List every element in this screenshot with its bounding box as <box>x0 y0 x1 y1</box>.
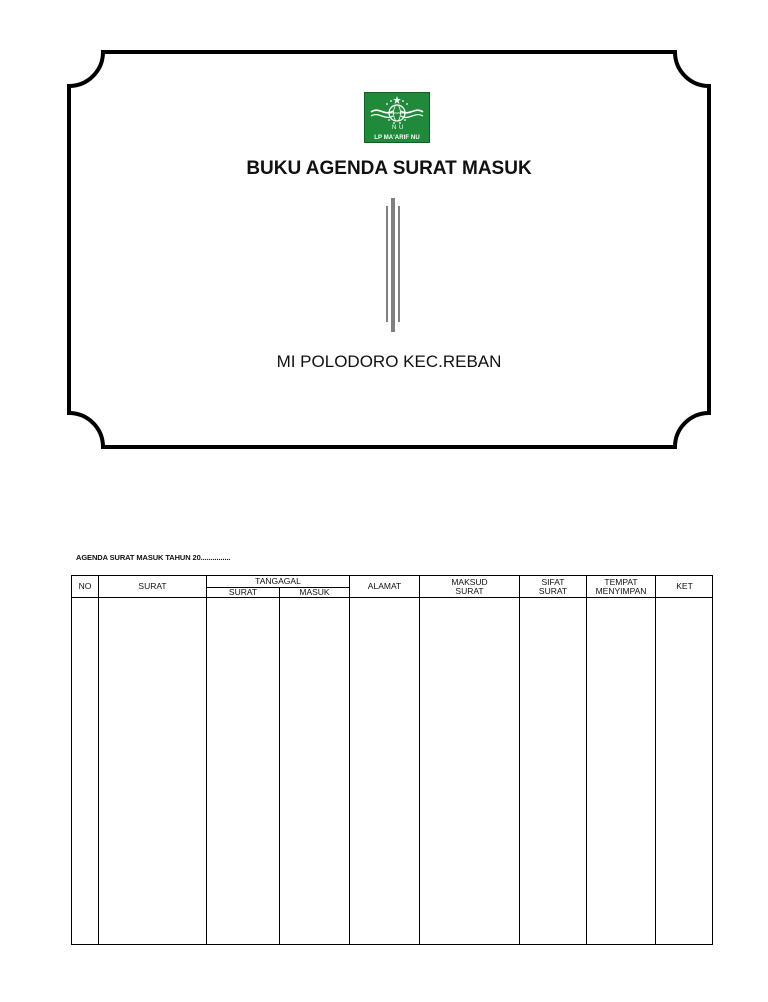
col-header-tempat-menyimpan: TEMPAT MENYIMPAN <box>595 576 647 596</box>
column-divider <box>519 576 520 944</box>
col-header-surat: SURAT <box>138 581 167 591</box>
column-divider <box>586 576 587 944</box>
cover-subtitle: MI POLODORO KEC.REBAN <box>276 352 502 371</box>
column-divider <box>419 576 420 944</box>
cover-title: BUKU AGENDA SURAT MASUK <box>246 158 532 179</box>
lp-maarif-nu-logo <box>364 92 430 143</box>
col-header-no: NO <box>78 581 92 591</box>
column-divider <box>206 576 207 944</box>
col-header-ket: KET <box>676 581 693 591</box>
logo-letter-u: U <box>399 125 404 131</box>
col-header-tanggal-surat: SURAT <box>228 586 258 597</box>
column-divider <box>279 588 280 944</box>
header-bottom-rule <box>72 597 712 598</box>
column-divider <box>98 576 99 944</box>
logo-letter-n: N <box>392 125 397 131</box>
decorative-vertical-lines <box>384 198 404 334</box>
col-header-tanggal-masuk: MASUK <box>299 586 330 597</box>
col-header-maksud-surat: MAKSUD SURAT <box>451 576 488 596</box>
column-divider <box>655 576 656 944</box>
col-header-alamat: ALAMAT <box>367 581 402 591</box>
col-header-sifat-surat: SIFAT SURAT <box>538 576 568 596</box>
cover-card <box>66 50 712 450</box>
agenda-heading: AGENDA SURAT MASUK TAHUN 20............... <box>76 553 231 562</box>
agenda-table <box>71 575 713 945</box>
col-header-tanggal: TANGAGAL <box>255 576 301 586</box>
logo-label: LP MA'ARIF NU <box>374 135 420 141</box>
column-divider <box>349 576 350 944</box>
